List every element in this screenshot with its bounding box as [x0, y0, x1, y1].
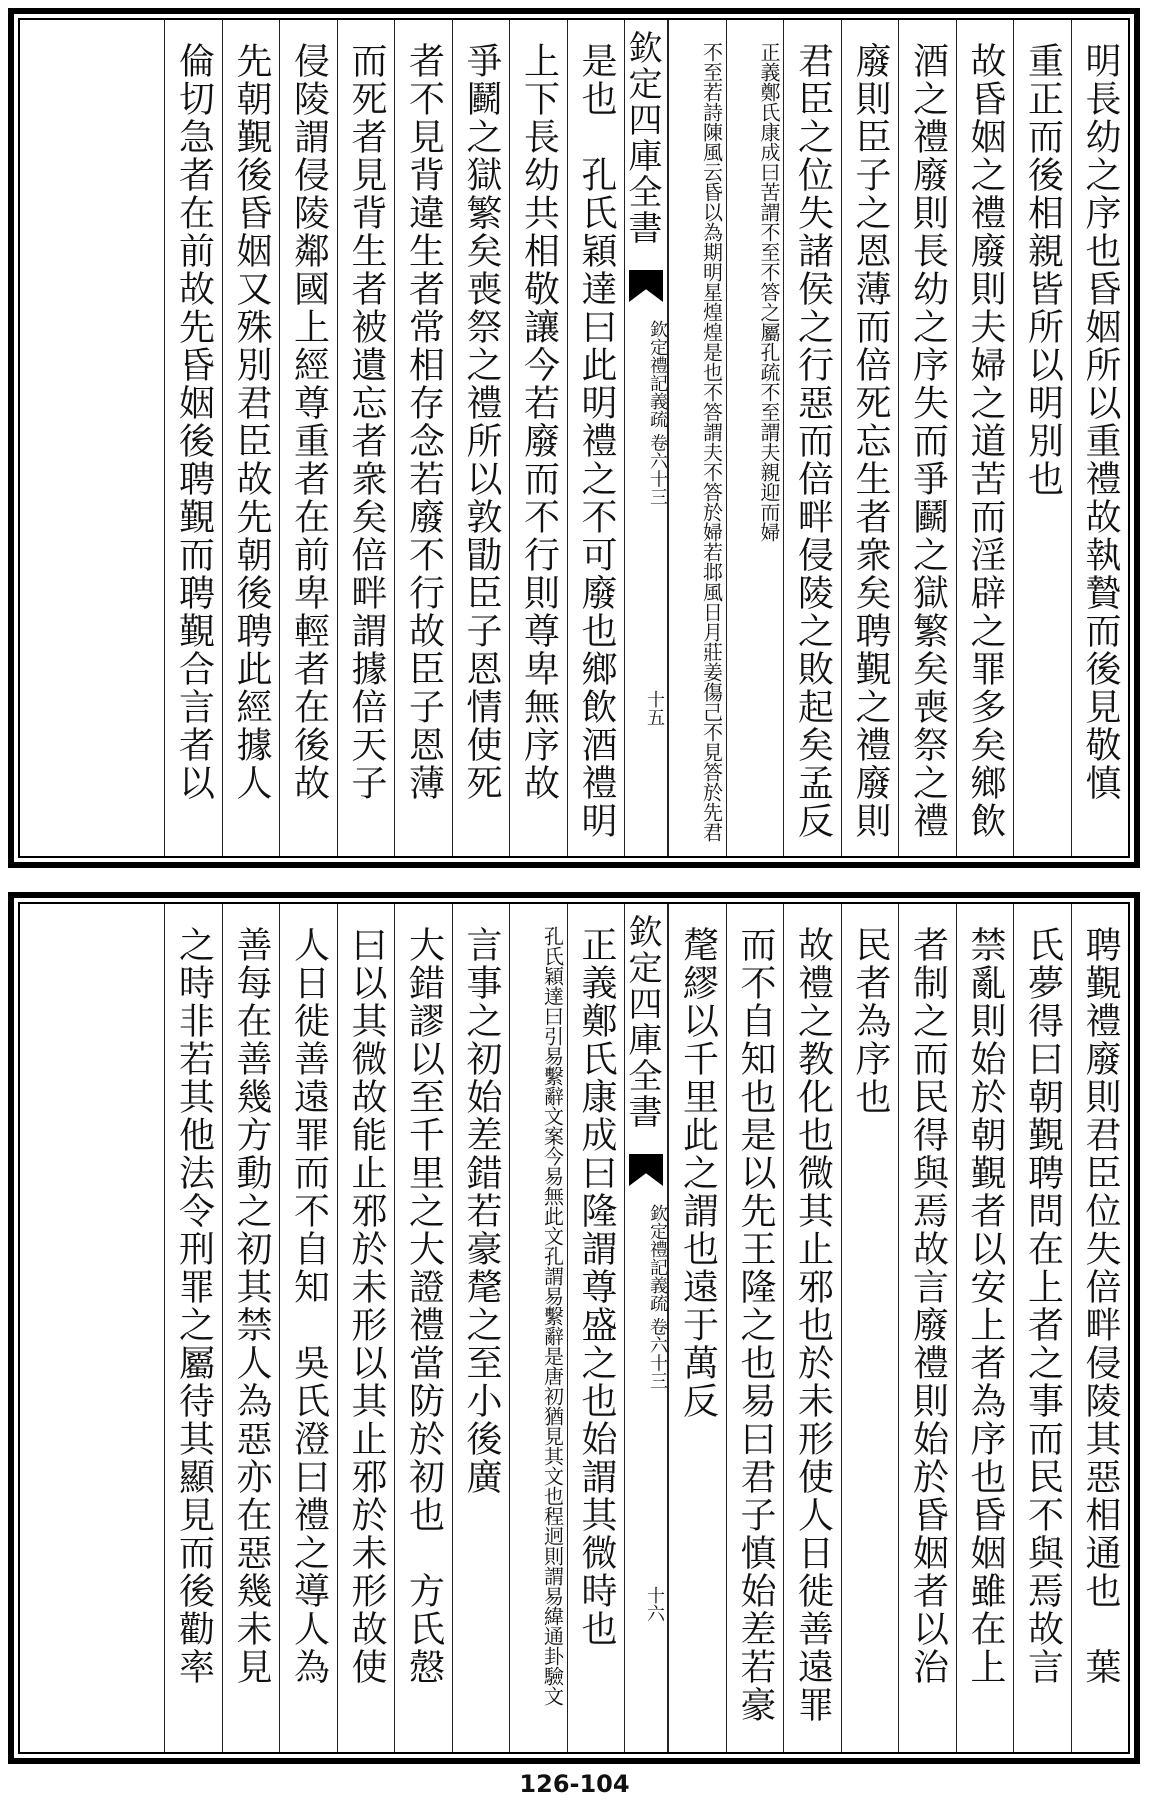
- column-text: 君臣之位失諸侯之行惡而倍畔侵陵之敗起矣孟反: [792, 42, 834, 840]
- banner-subtitle: 欽定禮記義疏 卷六十三: [647, 1204, 668, 1390]
- column-text: 明長幼之序也昏姻所以重禮故執贄而後見敬慎: [1080, 42, 1121, 802]
- column-text: 者制之而民得與焉故言廢禮則始於昏姻者以治: [907, 926, 949, 1686]
- text-column: [452, 904, 510, 1752]
- column-text: 正義鄭氏康成曰苦謂不至不答之屬孔疏不至謂夫親迎而婦: [757, 42, 781, 542]
- text-column: [394, 20, 452, 856]
- column-text: 上下長幼共相敬讓今若廢而不行則尊卑無序故: [518, 42, 560, 802]
- folio-number: 十六: [644, 1586, 665, 1622]
- column-text: 禁亂則始於朝覲者以安上者為序也昏姻雖在上: [965, 926, 1006, 1686]
- column-text: 曰以其微故能止邪於未形以其止邪於未形故使: [346, 926, 387, 1686]
- text-column: [668, 20, 726, 856]
- text-column: [1013, 20, 1071, 856]
- text-column: [783, 904, 841, 1752]
- text-column: [841, 904, 899, 1752]
- banner-title: 欽定四庫全書: [622, 30, 662, 246]
- column-text: 者不見背違生者常相存念若廢不行故臣子恩薄: [403, 42, 445, 802]
- column-text: 倫切急者在前故先昏姻後聘覲而聘覲合言者以: [173, 42, 215, 802]
- text-column: [1071, 904, 1129, 1752]
- column-text: 不至若詩陳風云昏以為期明星煌煌是也不答謂夫不答於婦若邶風日月莊姜傷己不見答於先君: [699, 42, 724, 842]
- text-column: [668, 904, 726, 1752]
- text-column: [222, 904, 280, 1752]
- column-text: 善每在善幾方動之初其禁人為惡亦在惡幾未見: [231, 926, 272, 1686]
- text-column: [452, 20, 510, 856]
- column-text: 是也 孔氏穎達曰此明禮之不可廢也鄉飲酒禮明: [576, 42, 617, 840]
- column-text: 氏夢得曰朝覲聘問在上者之事而民不與焉故言: [1022, 926, 1064, 1686]
- center-banner: [624, 20, 668, 856]
- bottom-page-frame: [18, 902, 1130, 1754]
- column-text: 故昏姻之禮廢則夫婦之道苦而淫辟之罪多矣鄉飲: [965, 42, 1006, 840]
- fish-tail-mark-icon: [629, 1154, 663, 1186]
- text-column: [956, 904, 1014, 1752]
- column-text: 而不自知也是以先王隆之也易曰君子慎始差若豪: [735, 926, 776, 1724]
- banner-title: 欽定四庫全書: [622, 914, 662, 1130]
- center-banner: [624, 904, 668, 1752]
- text-column: [956, 20, 1014, 856]
- page-number-footer: 126-104: [519, 1770, 630, 1798]
- text-column: [1013, 904, 1071, 1752]
- text-column: [279, 20, 337, 856]
- column-text: 人日徙善遠罪而不自知 吳氏澄曰禮之導人為: [288, 926, 330, 1686]
- text-column: [841, 20, 899, 856]
- banner-subtitle: 欽定禮記義疏 卷六十三: [647, 320, 668, 506]
- column-text: 氂繆以千里此之謂也遠于萬反: [677, 926, 719, 1420]
- text-column: [279, 904, 337, 1752]
- column-text: 而死者見背生者被遺忘者衆矣倍畔謂據倍天子: [346, 42, 387, 802]
- text-column: [509, 20, 567, 856]
- column-text: 爭鬬之獄繁矣喪祭之禮所以敦勖臣子恩情使死: [461, 42, 502, 802]
- text-column: [394, 904, 452, 1752]
- text-column: [337, 904, 395, 1752]
- column-text: 大錯謬以至千里之大證禮當防於初也 方氏慤: [403, 926, 445, 1686]
- text-column: [1071, 20, 1129, 856]
- text-column: [726, 904, 784, 1752]
- column-text: 廢則臣子之恩薄而倍死忘生者衆矣聘覲之禮廢則: [850, 42, 891, 840]
- fish-tail-mark-icon: [629, 270, 663, 302]
- column-text: 之時非若其他法令刑罪之屬待其顯見而後勸率: [173, 926, 215, 1686]
- folio-number: 十五: [644, 690, 665, 726]
- column-text: 聘覲禮廢則君臣位失倍畔侵陵其惡相通也 葉: [1080, 926, 1121, 1686]
- text-column: [337, 20, 395, 856]
- text-column: [898, 20, 956, 856]
- text-column: [898, 904, 956, 1752]
- column-text: 言事之初始差錯若豪氂之至小後廣: [461, 926, 502, 1496]
- top-page: [8, 8, 1140, 868]
- column-text: 先朝覲後昏姻又殊別君臣故先朝後聘此經據人: [231, 42, 272, 802]
- text-column: [509, 904, 567, 1752]
- text-column: [567, 20, 625, 856]
- top-page-frame: [18, 18, 1130, 858]
- text-column: [222, 20, 280, 856]
- column-text: 孔氏穎達曰引易繫辭文案今易無此文孔謂易繫辭是唐初猶見其文也程迥則謂易緯通卦驗文: [540, 926, 565, 1706]
- text-column: [783, 20, 841, 856]
- column-text: 侵陵謂侵陵鄰國上經尊重者在前卑輕者在後故: [288, 42, 330, 802]
- column-text: 重正而後相親皆所以明別也: [1022, 42, 1064, 498]
- bottom-page: [8, 892, 1140, 1764]
- column-text: 故禮之教化也微其止邪也於未形使人日徙善遠罪: [792, 926, 834, 1724]
- column-text: 民者為序也: [850, 926, 891, 1116]
- column-text: 酒之禮廢則長幼之序失而爭鬬之獄繁矣喪祭之禮: [907, 42, 949, 840]
- text-column: [164, 20, 222, 856]
- column-text: 正義鄭氏康成曰隆謂尊盛之也始謂其微時也: [576, 926, 617, 1648]
- text-column: [567, 904, 625, 1752]
- text-column: [164, 904, 222, 1752]
- text-column: [726, 20, 784, 856]
